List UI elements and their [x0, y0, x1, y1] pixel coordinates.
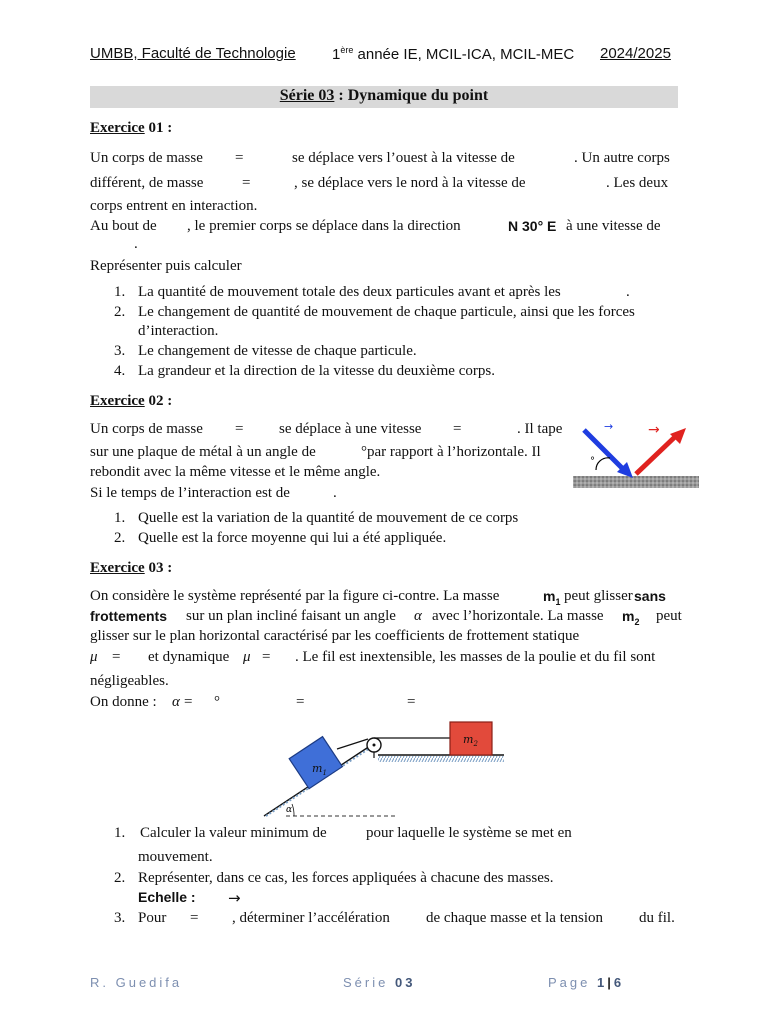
header-middle: 1ère année IE, MCIL-ICA, MCIL-MEC [332, 45, 575, 63]
outgoing-arrow [636, 428, 686, 474]
in-vector-label: → [604, 420, 614, 433]
alpha-label: α [286, 805, 293, 815]
ex2-line2: sur une plaque de métal à un angle de °par rapport à l’horizontale. Il [90, 444, 541, 460]
ex1-item-2-cont: d’interaction. [138, 323, 219, 339]
ex3-heading: Exercice 03 : [90, 560, 173, 576]
footer-series: Série 03 [343, 975, 416, 990]
ex3-item-2: 2. Représenter, dans ce cas, les forces appliquées à chacune des masses. [114, 870, 554, 886]
ex3-line3: glisser sur le plan horizontal caractérisé par les coefficients de frottement statique [90, 628, 580, 644]
angle-arc [596, 458, 610, 470]
string-incline [337, 739, 368, 749]
ex2-figure [570, 420, 702, 492]
alpha-arc [292, 804, 294, 816]
metal-plate [573, 476, 699, 488]
ex3-item-1-cont: mouvement. [138, 849, 213, 865]
ex2-line1: Un corps de masse = se déplace à une vitesse = . Il tape [90, 421, 563, 437]
ex1-item-1: 1. La quantité de mouvement totale des deux particules avant et après les . [114, 284, 630, 300]
ex3-line1: On considère le système représenté par la figure ci-contre. La masse $m_1$ peut glisser sans [90, 588, 666, 607]
ex3-line5: négligeables. [90, 673, 169, 689]
ex1-heading: Exercice 01 : [90, 120, 173, 136]
ex3-line2: frottements sur un plan incliné faisant un angle α avec l’horizontale. La masse $m_2$ peut [90, 608, 682, 627]
footer-page: Page 1|6 [548, 975, 625, 990]
ex3-line6: On donne : α = ° = = [90, 694, 416, 710]
ex1-line5: . [134, 236, 138, 252]
footer-author: R. Guedifa [90, 975, 183, 990]
ex3-figure [256, 716, 510, 820]
header-right: 2024/2025 [600, 45, 671, 62]
page-title: Série 03 : Dynamique du point [279, 87, 489, 104]
header-left: UMBB, Faculté de Technologie [90, 45, 296, 62]
ex1-item-3: 3. Le changement de vitesse de chaque particule. [114, 343, 417, 359]
ex2-line4: Si le temps de l’interaction est de . [90, 485, 337, 501]
ex1-line1: Un corps de masse = se déplace vers l’ouest à la vitesse de . Un autre corps [90, 150, 670, 166]
ex1-line6: Représenter puis calculer [90, 258, 242, 274]
ex3-item-1: 1. Calculer la valeur minimum de pour laquelle le système se met en [114, 825, 572, 841]
ex3-item-3: 3. Pour = , déterminer l’accélération de chaque masse et la tension du fil. [114, 910, 675, 926]
ex2-item-1: 1. Quelle est la variation de la quantité de mouvement de ce corps [114, 510, 519, 526]
incoming-arrow [584, 430, 633, 478]
m1-label: $m_1$ [312, 762, 327, 777]
ex1-item-2: 2. Le changement de quantité de mouvement de chaque particule, ainsi que les forces [114, 304, 635, 320]
title-bar [90, 86, 678, 108]
ex1-line2: différent, de masse = , se déplace vers le nord à la vitesse de . Les deux [90, 175, 669, 191]
ex1-line4: Au bout de , le premier corps se déplace dans la direction N 30° E à une vitesse de [90, 218, 661, 234]
ex1-line3: corps entrent en interaction. [90, 198, 258, 214]
ex2-item-2: 2. Quelle est la force moyenne qui lui a été appliquée. [114, 530, 447, 546]
ex2-line3: rebondit avec la même vitesse et le même angle. [90, 464, 381, 480]
ex2-heading: Exercice 02 : [90, 393, 173, 409]
angle-degree: ° [590, 456, 595, 467]
out-vector-label: → [648, 422, 660, 438]
ex3-line4: μ = et dynamique μ = . Le fil est inextensible, les masses de la poulie et du fil sont [90, 649, 656, 665]
m2-label: $m_2$ [463, 733, 478, 748]
ex3-item-2-scale: Echelle : → [138, 889, 241, 907]
ex1-item-4: 4. La grandeur et la direction de la vitesse du deuxième corps. [114, 363, 495, 379]
